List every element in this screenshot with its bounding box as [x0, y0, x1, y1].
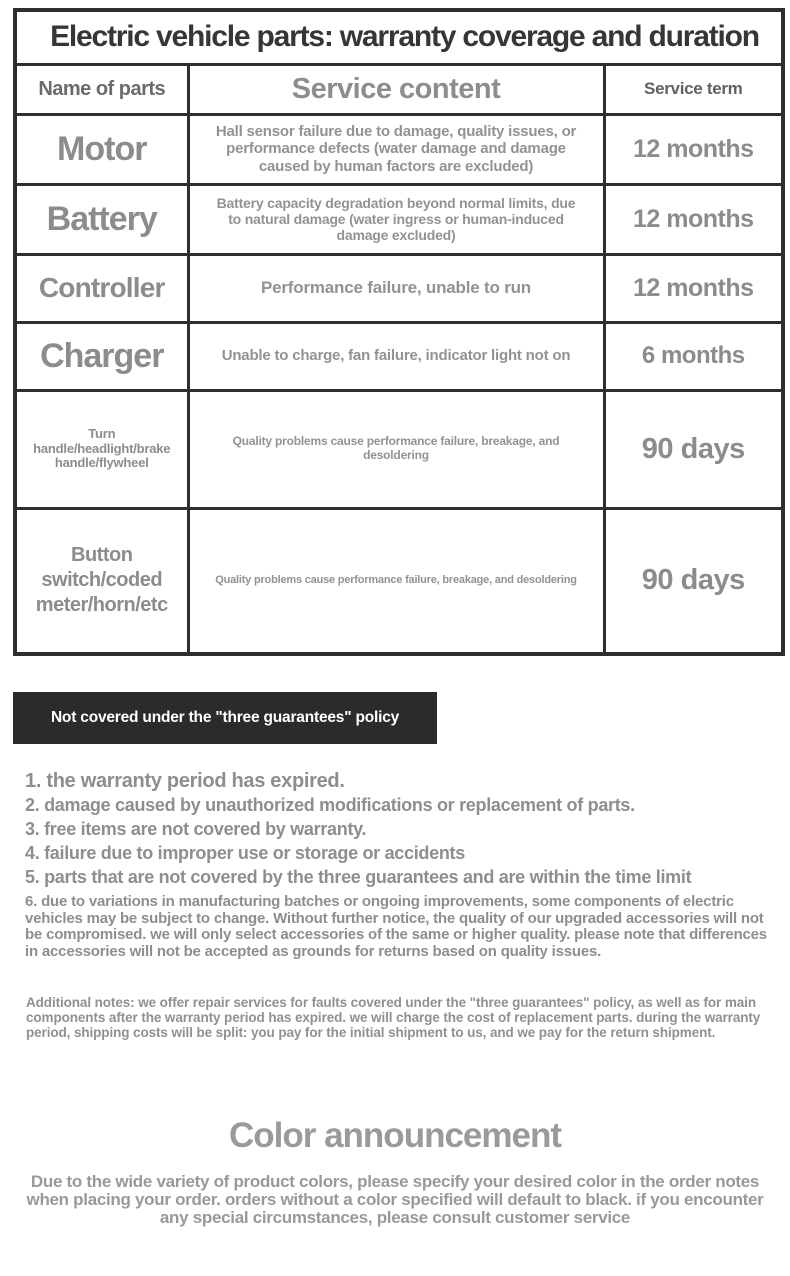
part-name-cell: Controller [15, 254, 188, 322]
service-content-cell: Quality problems cause performance failure, breakage, and desoldering [188, 508, 604, 654]
table-row [15, 390, 783, 508]
part-name-cell: Button switch/coded meter/horn/etc [15, 508, 188, 654]
table-row [15, 184, 783, 254]
table-row [15, 322, 783, 390]
exclusion-item: 2. damage caused by unauthorized modifications or replacement of parts. [25, 795, 635, 815]
exclusion-item: 4. failure due to improper use or storage or accidents [25, 843, 465, 863]
part-name-cell: Turn handle/headlight/brake handle/flywheel [15, 390, 188, 508]
service-content-cell: Quality problems cause performance failure, breakage, and desoldering [188, 390, 604, 508]
warranty-table [13, 8, 785, 656]
service-term-cell: 12 months [604, 254, 783, 322]
color-announcement-title: Color announcement [228, 1116, 562, 1156]
service-term-cell: 90 days [604, 508, 783, 654]
header-service-term: Service term [604, 64, 783, 114]
part-name-cell: Battery [15, 184, 188, 254]
exclusions-list [25, 769, 770, 960]
table-title-row [15, 10, 783, 64]
header-service-content: Service content [188, 64, 604, 114]
color-announcement-body: Due to the wide variety of product colors, please specify your desired color in the order notes when placing your order. orders without a color specified will default to black. if you encounter any special circumstances, please consult customer service [26, 1172, 764, 1228]
not-covered-banner-label: Not covered under the "three guarantees" policy [50, 709, 400, 726]
exclusion-item: 3. free items are not covered by warranty. [25, 819, 367, 839]
table-row [15, 114, 783, 184]
table-row [15, 508, 783, 654]
table-row [15, 254, 783, 322]
service-term-cell: 6 months [604, 322, 783, 390]
exclusion-item: 1. the warranty period has expired. [25, 770, 345, 792]
service-term-cell: 90 days [604, 390, 783, 508]
additional-notes: Additional notes: we offer repair services for faults covered under the "three guarantees" policy, as well as for main components after the warranty period has expired. we will charge the cost of replacement parts. during the warranty period, shipping costs will be split: you pay for the initial shipment to us, and we pay for the return shipment. [26, 995, 761, 1040]
service-term-cell: 12 months [604, 114, 783, 184]
service-term-cell: 12 months [604, 184, 783, 254]
part-name-cell: Charger [15, 322, 188, 390]
exclusion-item: 5. parts that are not covered by the three guarantees and are within the time limit [25, 867, 692, 887]
part-name-cell: Motor [15, 114, 188, 184]
service-content-cell: Unable to charge, fan failure, indicator light not on [188, 322, 604, 390]
table-header-row [15, 64, 783, 114]
service-content-cell: Performance failure, unable to run [188, 254, 604, 322]
service-content-cell: Hall sensor failure due to damage, quality issues, or performance defects (water damage and damage caused by human factors are excluded) [188, 114, 604, 184]
not-covered-banner [13, 692, 437, 744]
service-content-cell: Battery capacity degradation beyond normal limits, due to natural damage (water ingress or human-induced damage excluded) [188, 184, 604, 254]
header-name-of-parts: Name of parts [15, 64, 188, 114]
table-title: Electric vehicle parts: warranty coverage and duration [15, 10, 783, 64]
exclusion-item: 6. due to variations in manufacturing batches or ongoing improvements, some components of electric vehicles may be subject to change. Without further notice, the quality of our upgraded accessories will not be compromised. we will only select accessories of the same or higher quality. please note that differences in accessories will not be accepted as grounds for returns based on quality issues. [25, 893, 767, 960]
